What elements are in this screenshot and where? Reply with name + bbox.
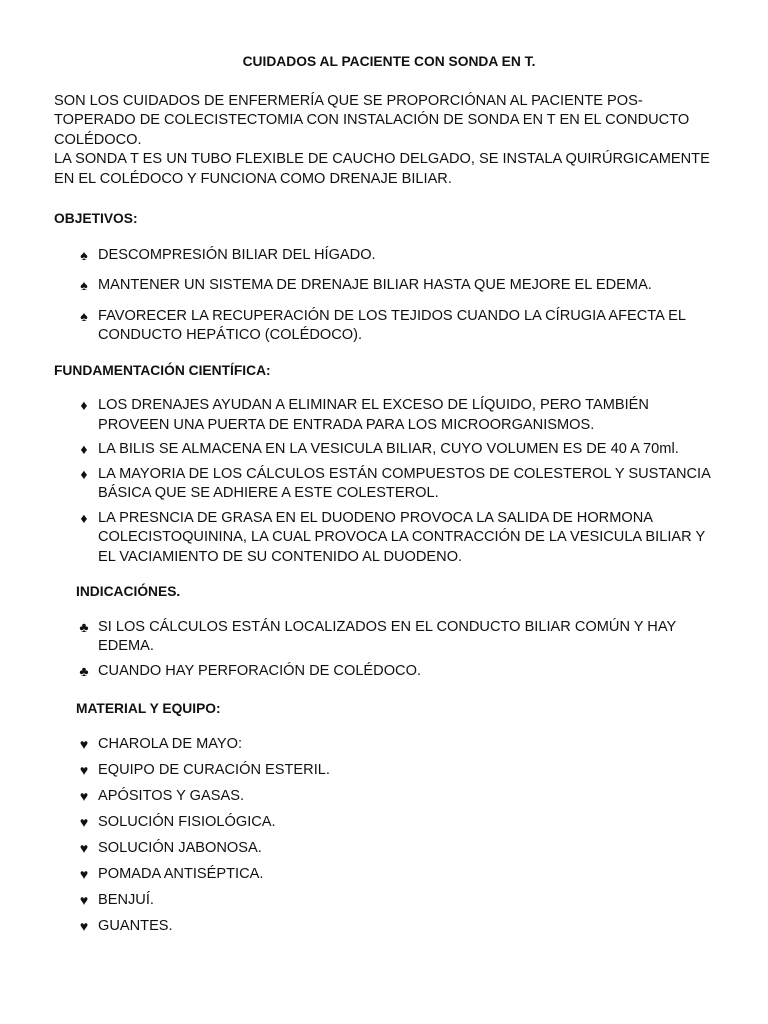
list-item-text: LA BILIS SE ALMACENA EN LA VESICULA BILIAR, CUYO VOLUMEN ES DE 40 A 70ml. <box>98 441 679 457</box>
list-item-text: POMADA ANTISÉPTICA. <box>98 865 264 882</box>
heart-bullet-icon: ♥ <box>79 891 89 908</box>
list-item-text: LOS DRENAJES AYUDAN A ELIMINAR EL EXCESO DE LÍQUIDO, PERO TAMBIÉN PROVEEN UNA PUERTA DE ENTRADA PARA LOS MICROORGANISMOS. <box>98 397 649 433</box>
heart-bullet-icon: ♥ <box>79 813 89 830</box>
spade-bullet-icon: ♠ <box>80 277 88 293</box>
list-item-text: SOLUCIÓN FISIOLÓGICA. <box>98 813 276 830</box>
heart-bullet-icon: ♥ <box>79 865 89 882</box>
section-heading-indicaciones: INDICACIÓNES. <box>76 584 181 599</box>
material-list <box>54 735 724 937</box>
heart-bullet-icon: ♥ <box>79 917 89 934</box>
list-item <box>54 813 724 833</box>
section-heading-material: MATERIAL Y EQUIPO: <box>76 701 221 716</box>
list-item <box>54 735 724 755</box>
section-heading-objetivos: OBJETIVOS: <box>54 211 138 226</box>
list-item-text: LA PRESNCIA DE GRASA EN EL DUODENO PROVOCA LA SALIDA DE HORMONA COLECISTOQUININA, LA CUAL PROVOCA LA CONTRACCIÓN DE LA VESICULA BILIAR Y EL VACIAMIENTO DE SU CONTENIDO AL DUODENO. <box>98 509 705 565</box>
list-item <box>54 839 724 859</box>
list-item <box>54 396 724 435</box>
objetivos-list <box>54 246 724 346</box>
list-item <box>54 662 724 682</box>
list-item <box>54 891 724 911</box>
spade-bullet-icon: ♠ <box>80 307 88 324</box>
list-item <box>54 465 724 504</box>
heart-bullet-icon: ♥ <box>79 839 89 856</box>
list-item-text: CUANDO HAY PERFORACIÓN DE COLÉDOCO. <box>98 662 422 679</box>
list-item-text: APÓSITOS Y GASAS. <box>98 787 245 804</box>
club-bullet-icon: ♣ <box>79 618 89 635</box>
heart-bullet-icon: ♥ <box>79 787 89 804</box>
list-item-text: CHAROLA DE MAYO: <box>98 735 243 752</box>
list-item <box>54 307 724 346</box>
list-item <box>54 246 724 266</box>
list-item-text: SOLUCIÓN JABONOSA. <box>98 839 262 856</box>
indicaciones-list <box>54 618 724 682</box>
list-item-text: BENJUÍ. <box>98 891 154 908</box>
club-bullet-icon: ♣ <box>79 662 89 679</box>
list-item-text: GUANTES. <box>98 917 173 934</box>
list-item <box>54 865 724 885</box>
intro-text-sonda: LA SONDA T ES UN TUBO FLEXIBLE DE CAUCHO DELGADO, SE INSTALA QUIRÚRGICAMENTE EN EL COLÉDOCO Y FUNCIONA COMO DRENAJE BILIAR. <box>54 151 710 187</box>
diamond-bullet-icon: ♦ <box>80 397 88 413</box>
list-item-text: LA MAYORIA DE LOS CÁLCULOS ESTÁN COMPUESTOS DE COLESTEROL Y SUSTANCIA BÁSICA QUE SE ADHIERE A ESTE COLESTEROL. <box>98 465 711 501</box>
spade-bullet-icon: ♠ <box>80 246 88 263</box>
section-heading-fundamentacion: FUNDAMENTACIÓN CIENTÍFICA: <box>54 362 271 378</box>
list-item <box>54 761 724 781</box>
list-item-text: MANTENER UN SISTEMA DE DRENAJE BILIAR HASTA QUE MEJORE EL EDEMA. <box>98 277 652 293</box>
diamond-bullet-icon: ♦ <box>80 465 88 482</box>
fundamentacion-list <box>54 396 724 567</box>
list-item <box>54 618 724 657</box>
list-item <box>54 276 724 296</box>
list-item <box>54 787 724 807</box>
list-item <box>54 917 724 937</box>
intro-paragraph <box>54 92 724 190</box>
list-item-text: EQUIPO DE CURACIÓN ESTERIL. <box>98 761 330 778</box>
list-item <box>54 509 724 568</box>
heart-bullet-icon: ♥ <box>79 761 89 778</box>
intro-text-definition: SON LOS CUIDADOS DE ENFERMERÍA QUE SE PROPORCIÓNAN AL PACIENTE POS-TOPERADO DE COLECISTECTOMIA CON INSTALACIÓN DE SONDA EN T EN EL CONDUCTO COLÉDOCO. <box>54 92 690 148</box>
diamond-bullet-icon: ♦ <box>80 441 88 457</box>
list-item <box>54 440 724 460</box>
list-item-text: DESCOMPRESIÓN BILIAR DEL HÍGADO. <box>98 246 376 263</box>
diamond-bullet-icon: ♦ <box>80 509 88 526</box>
document-page <box>54 52 724 943</box>
list-item-text: SI LOS CÁLCULOS ESTÁN LOCALIZADOS EN EL CONDUCTO BILIAR COMÚN Y HAY EDEMA. <box>98 618 676 654</box>
list-item-text: FAVORECER LA RECUPERACIÓN DE LOS TEJIDOS CUANDO LA CÍRUGIA AFECTA EL CONDUCTO HEPÁTICO (COLÉDOCO). <box>98 307 686 343</box>
document-title: CUIDADOS AL PACIENTE CON SONDA EN T. <box>242 54 536 69</box>
heart-bullet-icon: ♥ <box>79 735 89 752</box>
